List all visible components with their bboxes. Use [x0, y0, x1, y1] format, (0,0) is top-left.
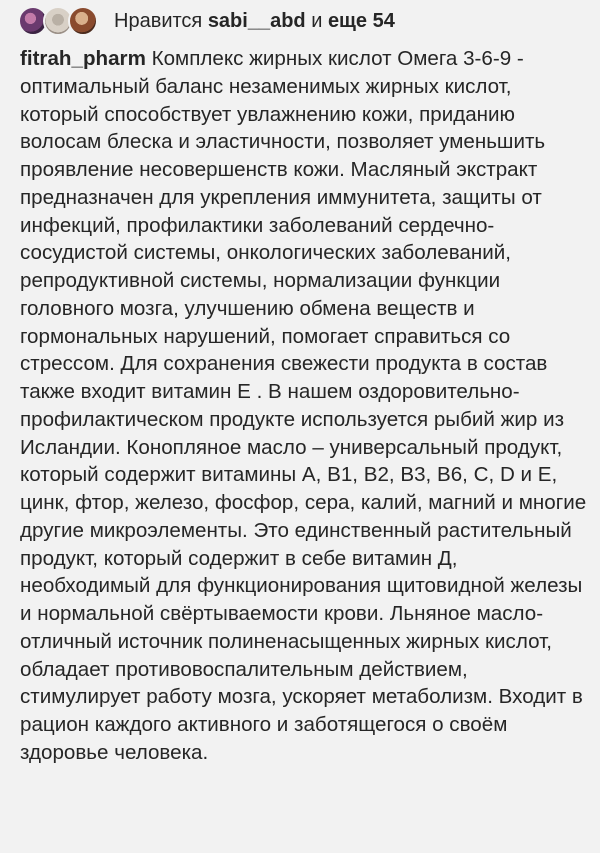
likes-summary[interactable]: [114, 10, 395, 33]
likes-count-link[interactable]: еще 54: [327, 9, 395, 32]
likes-conjunction: и: [305, 9, 328, 32]
likes-row[interactable]: [18, 4, 395, 38]
caption-text: Комплекс жирных кислот Омега 3-6-9 - оптимальный баланс незаменимых жирных кислот, который способствует увлажнению кожи, приданию волосам блеска и эластичности, позволяет уменьшить проявление несовершенств кожи. Масляный экстракт предназначен для укрепления иммунитета, защиты от инфекций, профилактики заболеваний сердечно-сосудистой системы, онкологических заболеваний, репродуктивной системы, нормализации функции головного мозга, улучшению обмена веществ и гормональных нарушений, помогает справиться со стрессом. Для сохранения свежести продукта в состав также входит витамин Е . В нашем оздоровительно-профилактическом продукте используется рыбий жир из Исландии. Конопляное масло – универсальный продукт, который содержит витамины А, В1, В2, В3, В6, С, D и Е, цинк, фтор, железо, фосфор, сера, калий, магний и многие другие микроэлементы. Это единственный растительный продукт, который содержит в себе витамин Д, необходимый для функционирования щитовидной железы и нормальной свёртываемости крови. Льняное масло- отличный источник полиненасыщенных жирных кислот, обладает противовоспалительным действием, стимулирует работу мозга, ускоряет метаболизм. Входит в рацион каждого активного и заботящегося о своём здоровье человека.: [20, 47, 587, 764]
post-caption: [20, 45, 588, 767]
avatar[interactable]: [68, 6, 98, 36]
liker-avatars[interactable]: [18, 6, 104, 36]
author-username-link[interactable]: fitrah_pharm: [20, 47, 146, 70]
likes-prefix: Нравится: [114, 9, 208, 32]
liker-username-link[interactable]: sabi__abd: [207, 9, 306, 32]
